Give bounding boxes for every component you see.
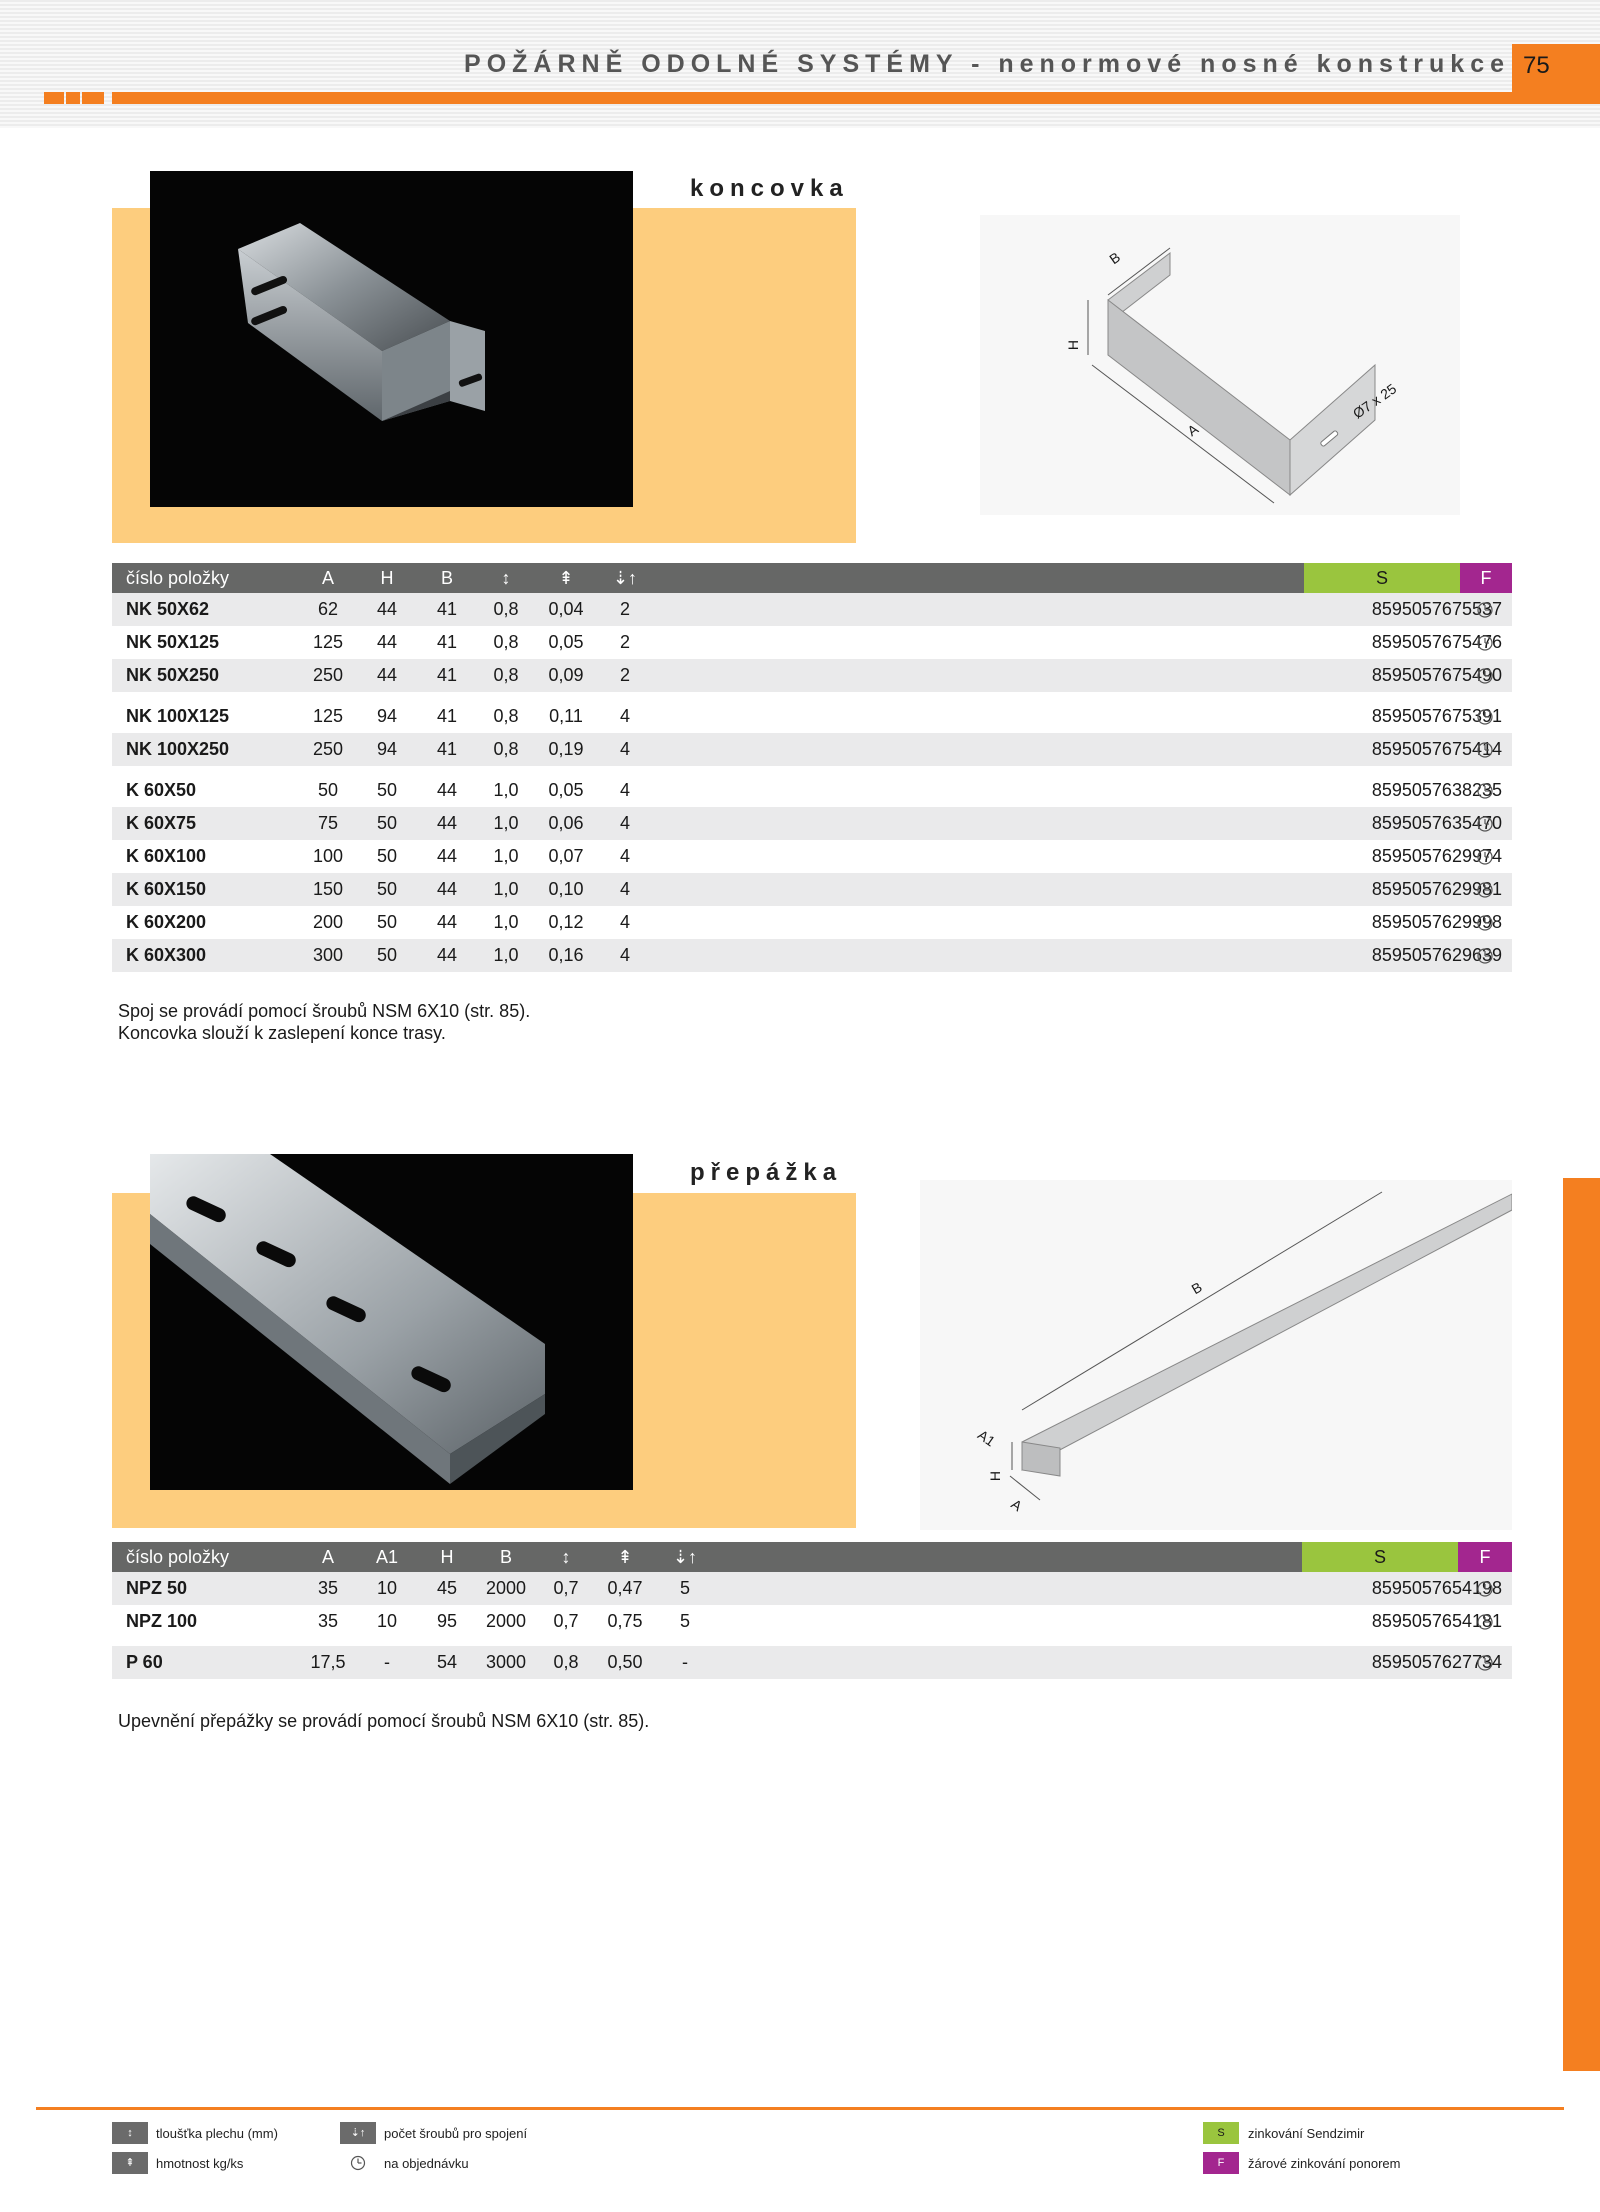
prepazka-note-line-1: Upevnění přepážky se provádí pomocí šroubů NSM 6X10 (str. 85). [118,1711,650,1731]
prepazka-photo-image [150,1154,633,1490]
table-row [112,626,1512,659]
header-weight-icon: ⇞ [617,1547,633,1567]
ean-code: 8595057629998 [1371,912,1502,932]
koncovka-label-h: H [1065,339,1082,351]
koncovka-title: koncovka [690,175,849,202]
cell-n: 4 [619,879,630,899]
prepazka-title: přepážka [690,1159,843,1186]
table-row [112,700,1512,733]
clock-icon [1476,947,1494,965]
header-title-main: POŽÁRNĚ ODOLNÉ SYSTÉMY [464,50,959,78]
clock-icon [1476,634,1494,652]
ean-code: 8595057654198 [1371,1578,1502,1598]
prepazka-photo [150,1154,633,1490]
legend-f-badge: F [1203,2152,1239,2174]
item-code: K 60X300 [126,945,207,965]
cell-b: 41 [436,739,458,759]
cell-b: 44 [436,945,458,965]
cell-h: 44 [376,599,398,619]
legend-screws-icon: ⇣↑ [340,2122,376,2144]
cell-kg: 0,07 [548,846,584,866]
legend-order-label: na objednávku [384,2156,469,2171]
header-a: A [321,1547,334,1567]
koncovka-label-hole: Ø7 x 25 [1349,380,1400,422]
koncovka-photo [150,171,633,507]
header-title-separator: - [958,50,999,78]
clock-icon [1476,1580,1494,1598]
header-screws-icon: ⇣↑ [612,568,638,588]
cell-a1: 10 [376,1578,398,1598]
cell-h: 50 [376,945,398,965]
cell-b: 2000 [486,1578,527,1598]
item-code: NK 50X62 [126,599,210,619]
koncovka-note [118,1000,530,1044]
header-thickness-icon: ↕ [561,1547,571,1567]
header-a1: A1 [375,1547,399,1567]
cell-t: 0,7 [553,1611,579,1631]
cell-h: 50 [376,813,398,833]
cell-b: 41 [436,706,458,726]
item-code: NK 100X250 [126,739,230,759]
table-row [112,840,1512,873]
cell-t: 0,8 [493,739,519,759]
cell-kg: 0,16 [548,945,584,965]
table-row [112,593,1512,626]
item-code: K 60X50 [126,780,197,800]
cell-a: 150 [312,879,344,899]
table-row [112,1605,1512,1638]
cell-t: 1,0 [493,780,519,800]
header-item-number: číslo položky [126,1547,230,1567]
clock-icon [1476,848,1494,866]
prepazka-label-h: H [987,1470,1004,1482]
footer-orange-line [36,2107,1564,2110]
cell-h: 44 [376,665,398,685]
cell-a: 17,5 [310,1652,346,1672]
cell-t: 0,8 [493,632,519,652]
ean-code: 8595057629974 [1371,846,1502,866]
cell-h: 50 [376,846,398,866]
ean-code: 8595057675537 [1371,599,1502,619]
cell-a: 35 [317,1578,339,1598]
side-orange-strip [1563,1178,1600,2071]
table-row [112,733,1512,766]
ean-code: 8595057629981 [1371,879,1502,899]
cell-t: 0,8 [493,665,519,685]
header-title-sub: nenormové nosné konstrukce [998,50,1510,78]
cell-n: 4 [619,813,630,833]
cell-n: - [682,1652,688,1672]
koncovka-label-a: A [1184,420,1202,440]
cell-h: 94 [376,739,398,759]
cell-n: 4 [619,846,630,866]
clock-icon [1476,782,1494,800]
cell-kg: 0,11 [549,706,583,726]
table-row [112,659,1512,692]
cell-h: 95 [436,1611,458,1631]
item-code: NK 50X125 [126,632,220,652]
cell-kg: 0,05 [548,780,584,800]
cell-t: 1,0 [493,912,519,932]
cell-h: 50 [376,780,398,800]
ean-code: 8595057635470 [1371,813,1502,833]
table-row [112,1646,1512,1679]
cell-b: 41 [436,632,458,652]
ean-code: 8595057675490 [1371,665,1502,685]
cell-kg: 0,06 [548,813,584,833]
cell-n: 2 [619,599,630,619]
ean-code: 8595057627734 [1371,1652,1502,1672]
table-row [112,774,1512,807]
header-screws-icon: ⇣↑ [672,1547,698,1567]
cell-n: 4 [619,912,630,932]
cell-h: 50 [376,912,398,932]
ean-code: 8595057654181 [1371,1611,1502,1631]
cell-h: 94 [376,706,398,726]
header-square-2 [66,92,80,104]
legend-s-badge: S [1203,2122,1239,2144]
koncovka-label-b: B [1106,248,1124,268]
cell-t: 0,8 [493,706,519,726]
header-thickness-icon: ↕ [501,568,511,588]
item-code: P 60 [126,1652,163,1672]
cell-n: 4 [619,780,630,800]
cell-a: 125 [312,632,344,652]
cell-kg: 0,04 [548,599,584,619]
cell-kg: 0,12 [548,912,584,932]
cell-a: 250 [312,665,344,685]
item-code: NK 50X250 [126,665,220,685]
cell-a: 35 [317,1611,339,1631]
cell-t: 1,0 [493,945,519,965]
cell-a: 125 [312,706,344,726]
cell-a1: - [384,1652,390,1672]
cell-n: 4 [619,706,630,726]
item-code: NK 100X125 [126,706,230,726]
cell-t: 1,0 [493,813,519,833]
cell-h: 44 [376,632,398,652]
prepazka-table-header [112,1542,1512,1572]
cell-a: 75 [317,813,339,833]
cell-t: 0,8 [493,599,519,619]
item-code: NPZ 100 [126,1611,198,1631]
legend-f-label: žárové zinkování ponorem [1248,2156,1401,2171]
cell-kg: 0,09 [548,665,584,685]
prepazka-note [118,1710,649,1732]
prepazka-table [112,1542,1512,1679]
legend-weight-label: hmotnost kg/ks [156,2156,244,2171]
header-s: S [1302,1542,1458,1572]
prepazka-label-a: A [1008,1495,1026,1515]
header-b: B [499,1547,512,1567]
clock-icon [350,2155,366,2171]
cell-t: 0,7 [553,1578,579,1598]
item-code: K 60X100 [126,846,207,866]
cell-kg: 0,19 [548,739,584,759]
cell-a: 62 [317,599,339,619]
ean-code: 8595057675391 [1371,706,1502,726]
legend-thickness-label: tloušťka plechu (mm) [156,2126,278,2141]
cell-b: 44 [436,879,458,899]
cell-kg: 0,50 [607,1652,643,1672]
prepazka-label-b: B [1188,1278,1205,1298]
header-b: B [440,568,453,588]
page-number: 75 [1523,52,1550,79]
clock-icon [1476,601,1494,619]
header-square-1 [44,92,64,104]
header-f: F [1460,563,1512,593]
header-square-3 [82,92,104,104]
cell-a1: 10 [376,1611,398,1631]
table-row [112,873,1512,906]
prepazka-table-body [112,1572,1512,1679]
cell-n: 2 [619,665,630,685]
cell-b: 44 [436,813,458,833]
legend-thickness-icon: ↕ [112,2122,148,2144]
table-row [112,939,1512,972]
cell-b: 41 [436,599,458,619]
ean-code: 8595057675476 [1371,632,1502,652]
cell-kg: 0,05 [548,632,584,652]
legend-s-label: zinkování Sendzimir [1248,2126,1365,2141]
clock-icon [1476,815,1494,833]
legend-screws-label: počet šroubů pro spojení [384,2126,528,2141]
header-s: S [1304,563,1460,593]
clock-icon [1476,1654,1494,1672]
cell-n: 4 [619,945,630,965]
header-item-number: číslo položky [126,568,230,588]
clock-icon [1476,708,1494,726]
header-h: H [440,1547,454,1567]
prepazka-technical-drawing [920,1180,1512,1530]
cell-n: 5 [679,1578,690,1598]
koncovka-technical-drawing [980,215,1460,515]
table-row [112,807,1512,840]
clock-icon [1476,1613,1494,1631]
cell-t: 1,0 [493,846,519,866]
cell-a: 250 [312,739,344,759]
header-a: A [321,568,334,588]
header-h: H [380,568,394,588]
cell-a: 300 [312,945,344,965]
cell-h: 45 [436,1578,458,1598]
clock-icon [1476,881,1494,899]
koncovka-table-header [112,563,1512,593]
item-code: NPZ 50 [126,1578,188,1598]
page-header-title [464,50,1510,79]
koncovka-note-line-1: Spoj se provádí pomocí šroubů NSM 6X10 (str. 85). [118,1001,531,1021]
clock-icon [1476,914,1494,932]
cell-kg: 0,47 [607,1578,643,1598]
cell-a: 50 [317,780,339,800]
table-row [112,1572,1512,1605]
cell-h: 54 [436,1652,458,1672]
header-weight-icon: ⇞ [558,568,574,588]
cell-n: 2 [619,632,630,652]
cell-h: 50 [376,879,398,899]
cell-b: 44 [436,780,458,800]
item-code: K 60X150 [126,879,207,899]
cell-a: 100 [312,846,344,866]
cell-t: 0,8 [553,1652,579,1672]
cell-b: 44 [436,912,458,932]
cell-b: 3000 [486,1652,527,1672]
koncovka-table-body [112,593,1512,972]
table-row [112,906,1512,939]
cell-kg: 0,10 [548,879,584,899]
item-code: K 60X75 [126,813,197,833]
koncovka-photo-image [150,171,633,507]
prepazka-label-a1: A1 [974,1426,999,1450]
cell-n: 5 [679,1611,690,1631]
clock-icon [1476,741,1494,759]
clock-icon [1476,667,1494,685]
cell-b: 41 [436,665,458,685]
cell-t: 1,0 [493,879,519,899]
ean-code: 8595057629639 [1371,945,1502,965]
cell-b: 2000 [486,1611,527,1631]
koncovka-table [112,563,1512,972]
cell-b: 44 [436,846,458,866]
cell-a: 200 [312,912,344,932]
header-f: F [1458,1542,1512,1572]
item-code: K 60X200 [126,912,207,932]
ean-code: 8595057675414 [1371,739,1502,759]
cell-n: 4 [619,739,630,759]
koncovka-note-line-2: Koncovka slouží k zaslepení konce trasy. [118,1023,446,1043]
cell-kg: 0,75 [607,1611,643,1631]
legend-weight-icon: ⇞ [112,2152,148,2174]
ean-code: 8595057638235 [1371,780,1502,800]
header-orange-bar [112,92,1512,104]
